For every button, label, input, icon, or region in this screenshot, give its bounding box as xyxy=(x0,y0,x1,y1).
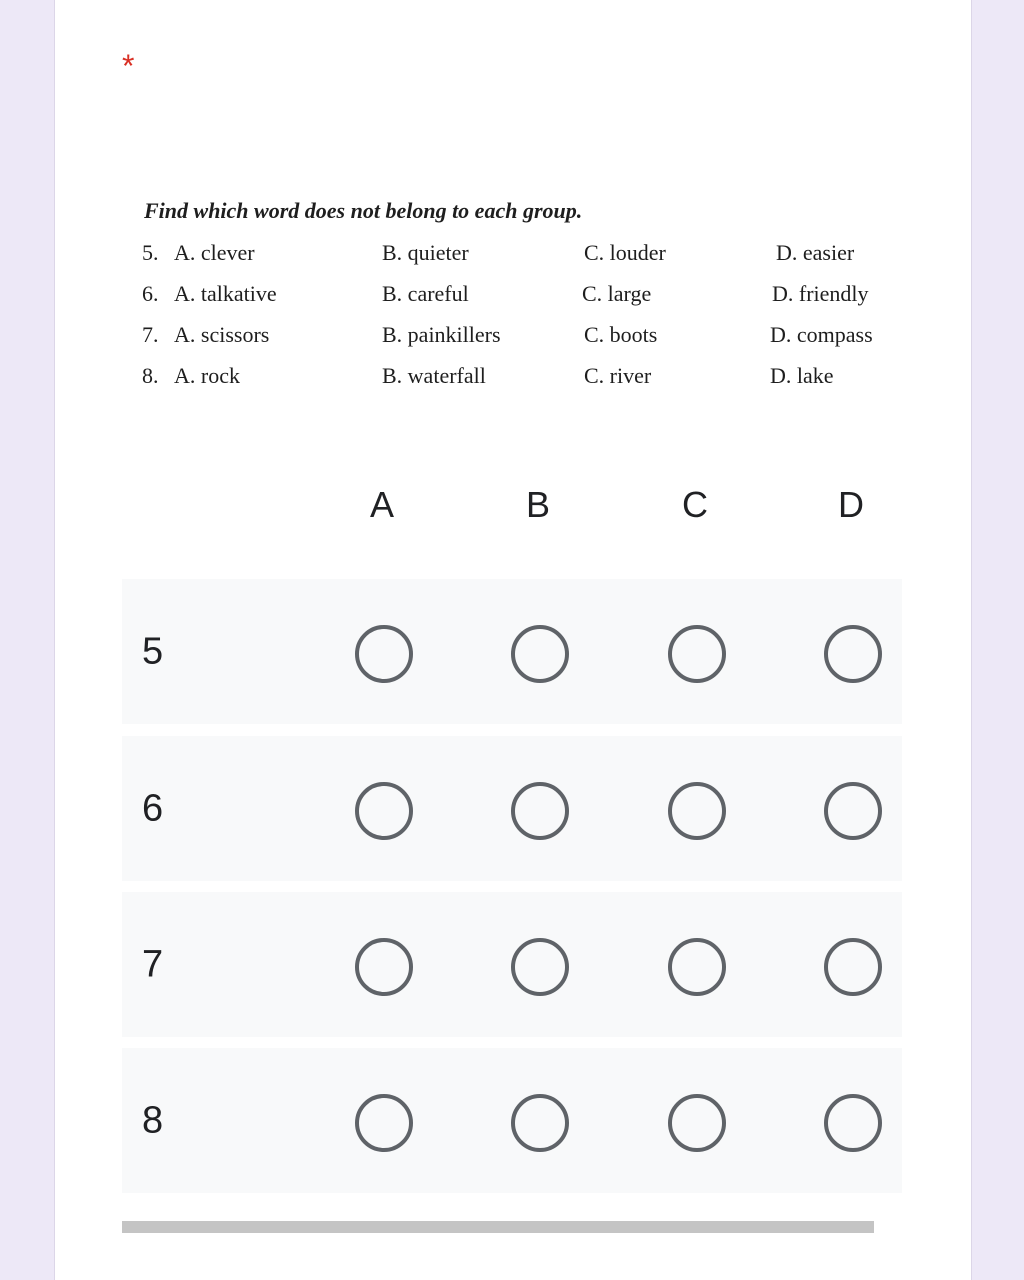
radio-8-a[interactable] xyxy=(355,1094,413,1152)
option-b-text: B. quieter xyxy=(382,240,469,265)
word-group-row xyxy=(122,322,902,352)
option-a-text: A. rock xyxy=(174,363,240,388)
row-label: 7 xyxy=(142,943,164,985)
row-label: 6 xyxy=(142,787,164,829)
column-header-d: D xyxy=(838,484,864,525)
radio-7-b[interactable] xyxy=(511,938,569,996)
option-c-text: C. louder xyxy=(584,240,666,265)
radio-5-a[interactable] xyxy=(355,625,413,683)
item-number: 6. xyxy=(142,281,159,306)
required-mark: * xyxy=(122,48,135,84)
column-header-c: C xyxy=(682,484,708,525)
radio-7-c[interactable] xyxy=(668,938,726,996)
item-number: 5. xyxy=(142,240,159,265)
option-c-text: C. boots xyxy=(584,322,658,347)
radio-6-c[interactable] xyxy=(668,782,726,840)
horizontal-scrollbar[interactable] xyxy=(122,1221,874,1233)
radio-8-b[interactable] xyxy=(511,1094,569,1152)
option-d-text: D. lake xyxy=(770,363,834,388)
item-number: 8. xyxy=(142,363,159,388)
option-d-text: D. easier xyxy=(776,240,855,265)
question-instruction: Find which word does not belong to each group. xyxy=(144,198,583,223)
grid-row-5 xyxy=(122,579,902,724)
radio-5-d[interactable] xyxy=(824,625,882,683)
grid-row-8 xyxy=(122,1048,902,1193)
option-b-text: B. painkillers xyxy=(382,322,501,347)
option-b-text: B. waterfall xyxy=(382,363,486,388)
option-d-text: D. compass xyxy=(770,322,873,347)
radio-5-c[interactable] xyxy=(668,625,726,683)
radio-6-b[interactable] xyxy=(511,782,569,840)
word-group-row xyxy=(122,281,902,311)
word-group-row xyxy=(122,240,902,270)
item-number: 7. xyxy=(142,322,159,347)
radio-7-a[interactable] xyxy=(355,938,413,996)
radio-8-c[interactable] xyxy=(668,1094,726,1152)
row-label: 8 xyxy=(142,1099,164,1141)
option-a-text: A. scissors xyxy=(174,322,270,347)
option-c-text: C. river xyxy=(584,363,652,388)
column-header-a: A xyxy=(369,484,394,525)
option-b-text: B. careful xyxy=(382,281,469,306)
radio-7-d[interactable] xyxy=(824,938,882,996)
option-d-text: D. friendly xyxy=(772,281,869,306)
question-image xyxy=(122,190,902,400)
option-a-text: A. talkative xyxy=(174,281,277,306)
radio-8-d[interactable] xyxy=(824,1094,882,1152)
grid-row-7 xyxy=(122,892,902,1037)
word-group-row xyxy=(122,363,902,393)
grid-row-6 xyxy=(122,736,902,881)
row-label: 5 xyxy=(142,630,164,672)
option-a-text: A. clever xyxy=(174,240,255,265)
radio-5-b[interactable] xyxy=(511,625,569,683)
radio-6-d[interactable] xyxy=(824,782,882,840)
column-header-b: B xyxy=(525,484,550,525)
radio-6-a[interactable] xyxy=(355,782,413,840)
option-c-text: C. large xyxy=(582,281,652,306)
